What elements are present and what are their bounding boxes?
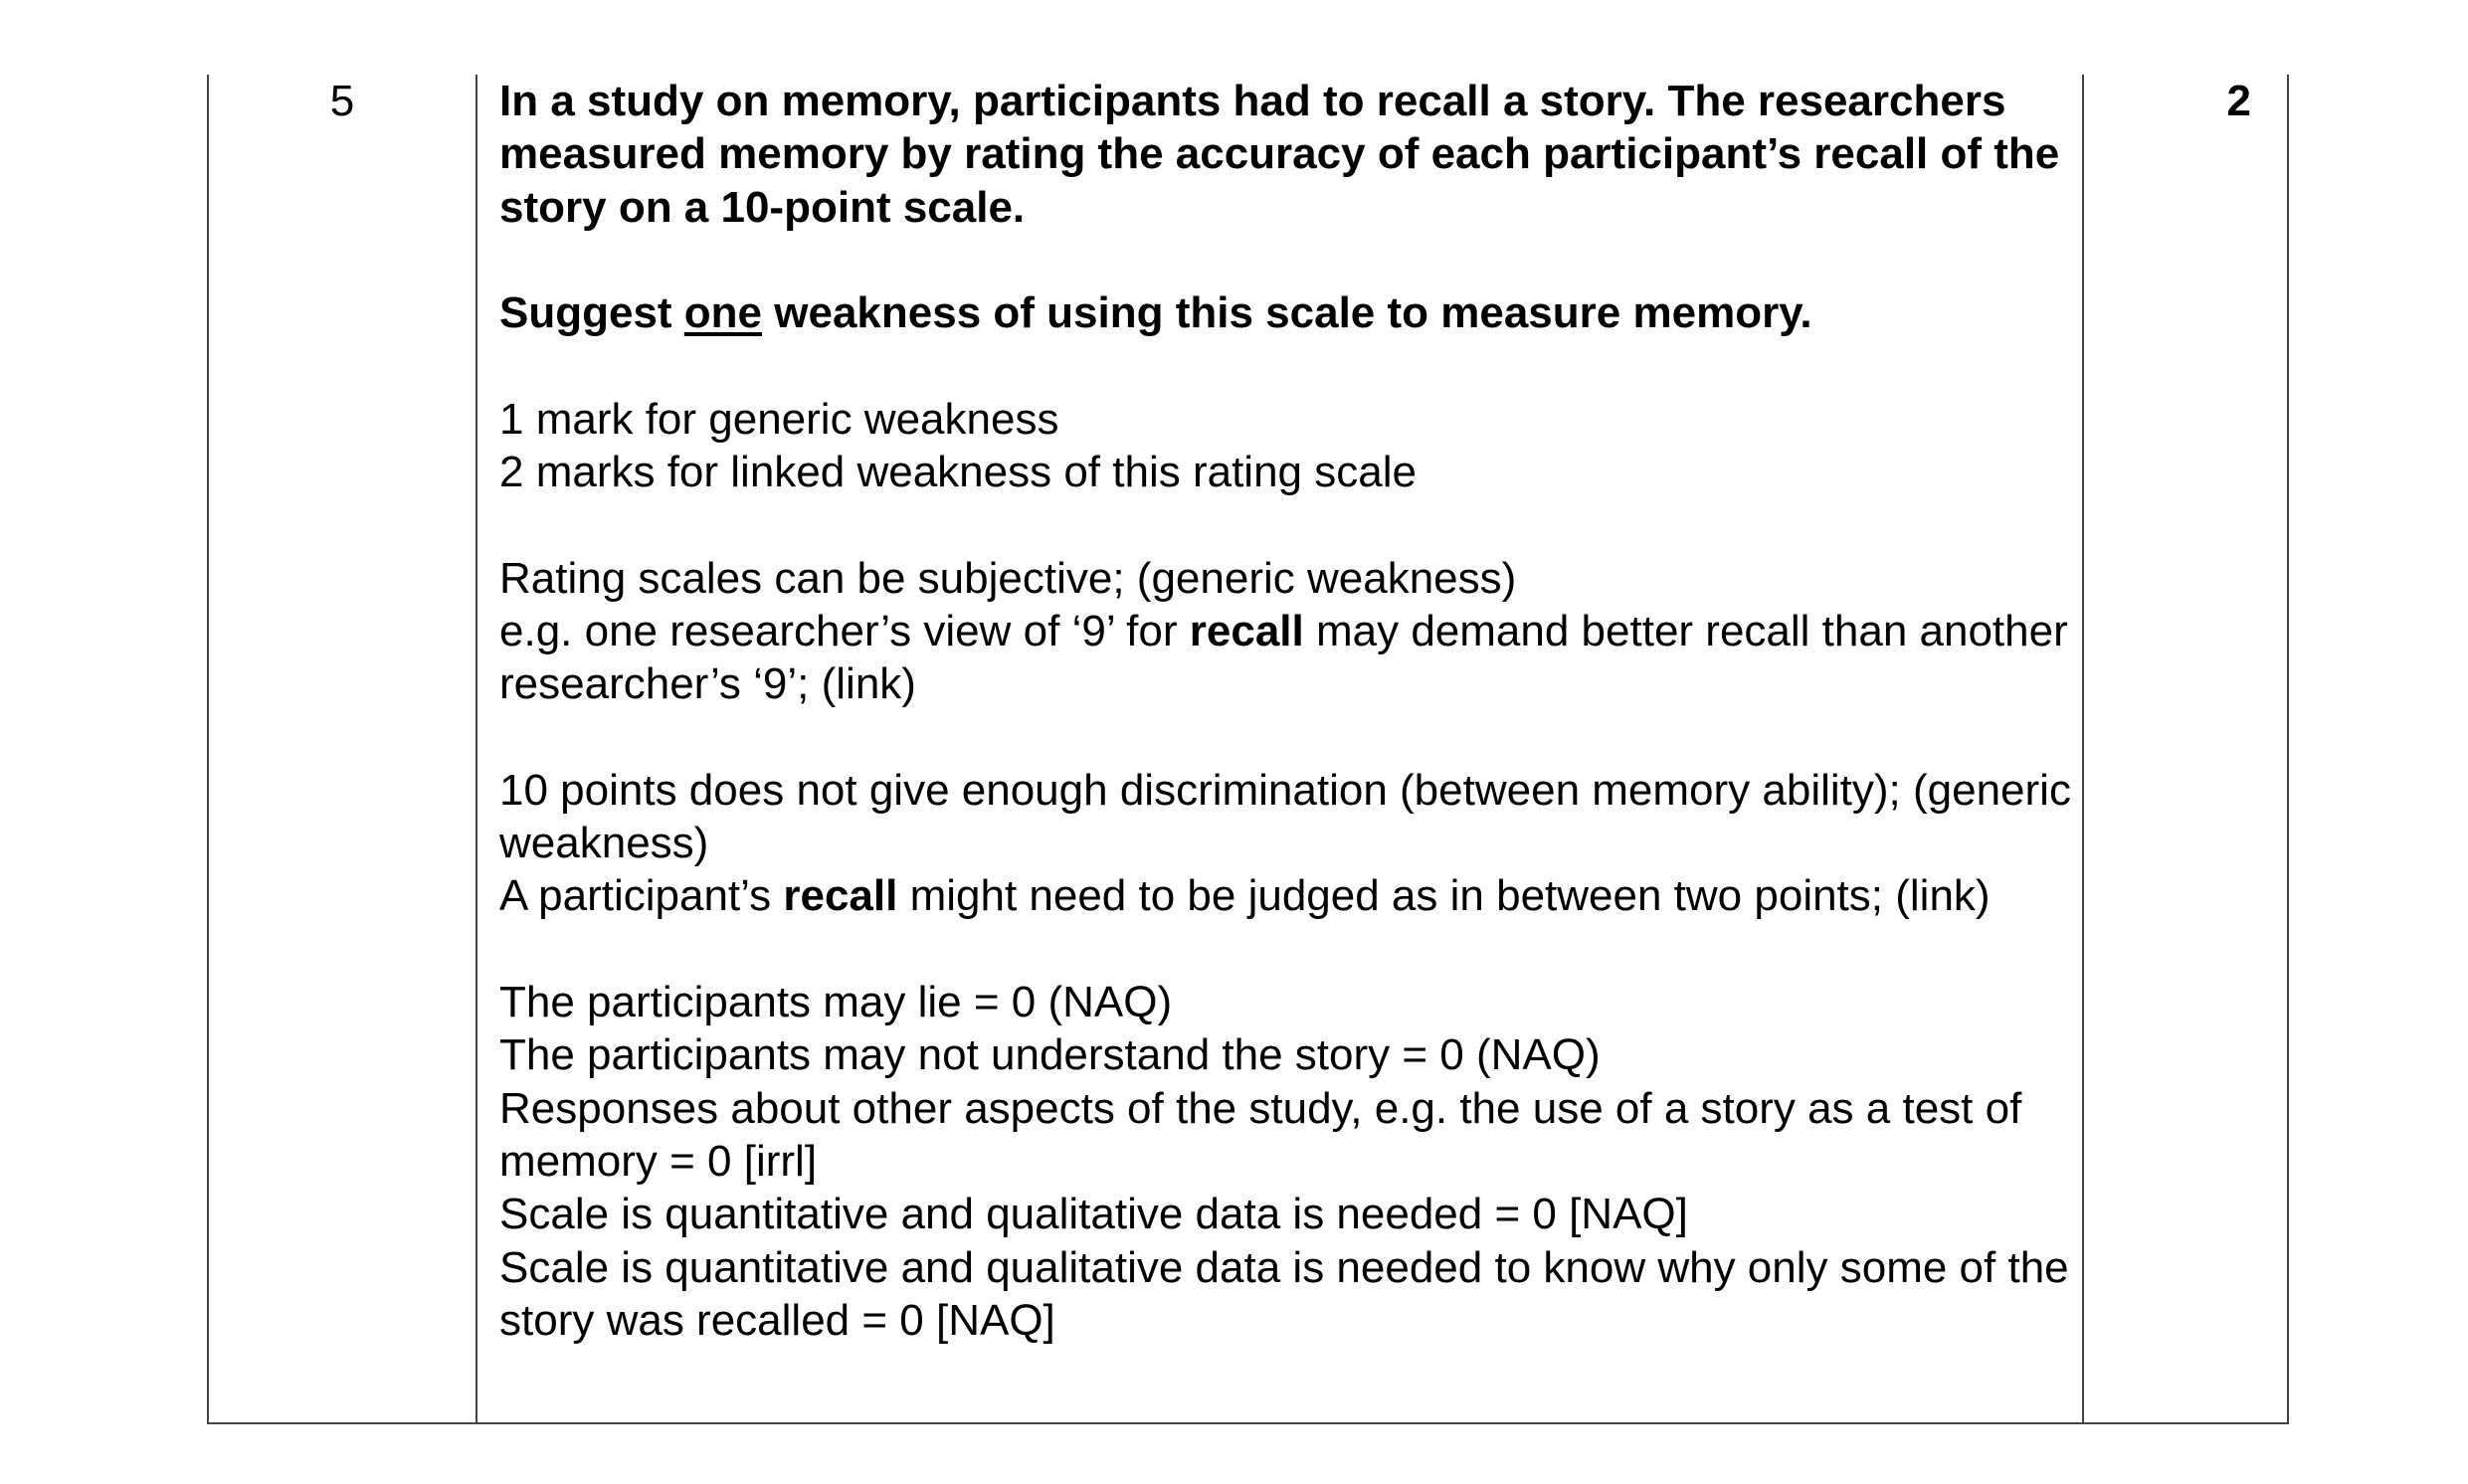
column-divider-left: [475, 75, 477, 1422]
question-number: 5: [329, 77, 355, 125]
generic-weakness-2: 10 points does not give enough discrimination (between memory ability); (generic weakness): [499, 765, 2071, 868]
generic-weakness-1: Rating scales can be subjective; (generic weakness): [499, 553, 1517, 603]
not-credited-line: Scale is quantitative and qualitative data is needed = 0 [NAQ]: [499, 1190, 1688, 1239]
not-credited-line: The participants may lie = 0 (NAQ): [499, 978, 1173, 1027]
criterion-line: 2 marks for linked weakness of this rating scale: [499, 448, 1417, 497]
question-instruction: Suggest one weakness of using this scale to measure memory.: [499, 288, 1812, 338]
marks-value: 2: [2226, 77, 2251, 125]
linked-weakness-2: A participant’s recall might need to be judged as in between two points; (link): [499, 871, 1991, 921]
mark-scheme-table: [207, 75, 2289, 1424]
not-credited-line: Responses about other aspects of the study, e.g. the use of a story as a test of memory = 0 [irrl]: [499, 1083, 2022, 1186]
criterion-line: 1 mark for generic weakness: [499, 394, 1059, 444]
question-stem: In a study on memory, participants had to recall a story. The researchers measured memory by rating the accuracy of each participant’s recall of the story on a 10-point scale.: [499, 77, 2060, 232]
not-credited-line: Scale is quantitative and qualitative data is needed to know why only some of the story was recalled = 0 [NAQ]: [499, 1242, 2069, 1345]
column-divider-right: [2082, 75, 2084, 1422]
linked-weakness-1: e.g. one researcher’s view of ‘9’ for recall may demand better recall than another researcher’s ‘9’; (link): [499, 606, 2068, 709]
not-credited-line: The participants may not understand the story = 0 (NAQ): [499, 1030, 1601, 1080]
answer-cell: [499, 75, 2076, 1347]
emphasis-one: one: [683, 288, 763, 338]
